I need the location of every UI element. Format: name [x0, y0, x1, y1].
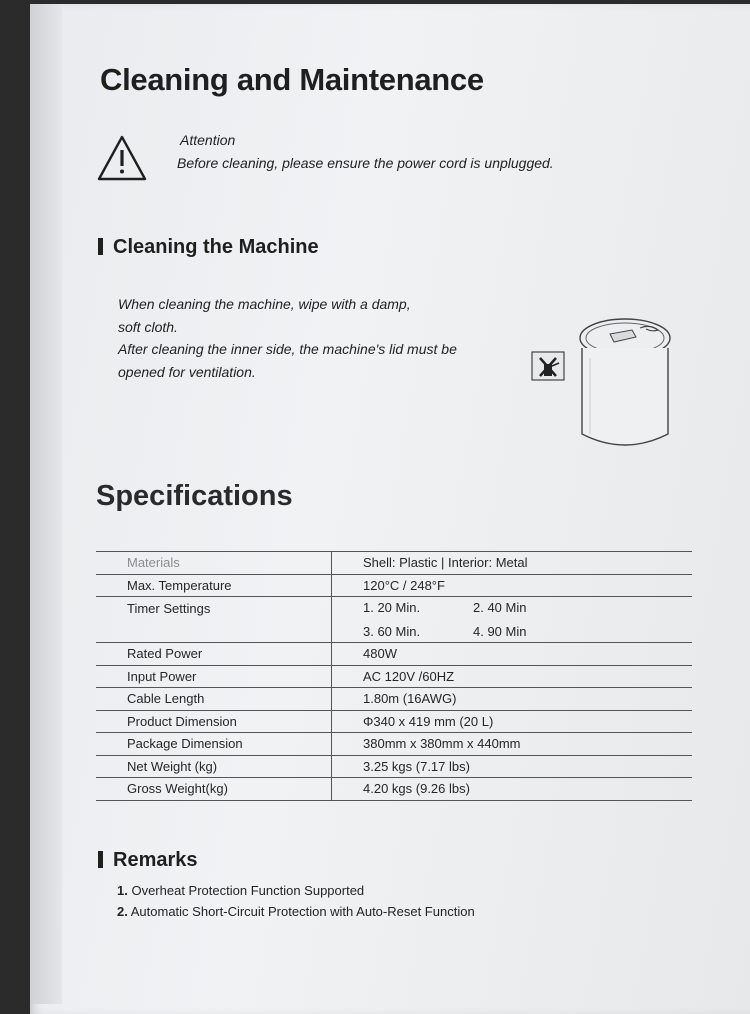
cleaning-heading	[98, 236, 319, 259]
attention-text: Before cleaning, please ensure the power cord is unplugged.	[177, 155, 554, 171]
timer-option: 1. 20 Min.	[363, 600, 421, 615]
spec-label: Max. Temperature	[96, 574, 332, 597]
cleaning-line: After cleaning the inner side, the machine's lid must be	[118, 341, 457, 357]
table-row	[96, 574, 692, 597]
spec-label: Rated Power	[96, 643, 332, 666]
table-row	[96, 643, 692, 666]
heading-bar	[98, 851, 103, 868]
spec-value: 4.20 kgs (9.26 lbs)	[332, 778, 693, 801]
spec-value: 480W	[332, 643, 693, 666]
cleaning-line: opened for ventilation.	[118, 363, 256, 380]
table-row	[96, 755, 692, 778]
table-row	[96, 552, 692, 575]
spec-value: 380mm x 380mm x 440mm	[332, 733, 693, 756]
page-spine-shadow	[30, 4, 62, 1004]
timer-option: 4. 90 Min	[473, 624, 527, 639]
spec-label: Input Power	[96, 665, 332, 688]
remarks-heading-text: Remarks	[113, 849, 198, 871]
spec-value: 120°C / 248°F	[332, 574, 693, 597]
table-row	[96, 597, 692, 643]
cleaning-heading-text: Cleaning the Machine	[113, 236, 319, 258]
spec-value: Φ340 x 419 mm (20 L)	[332, 710, 693, 733]
table-row	[96, 665, 692, 688]
spec-label: Materials	[127, 555, 180, 571]
list-item	[117, 880, 475, 901]
heading-bar	[98, 238, 103, 255]
spec-label: Product Dimension	[96, 710, 332, 733]
machine-illustration	[528, 306, 678, 456]
list-item	[117, 901, 475, 922]
remarks-heading	[98, 849, 198, 872]
remark-number: 1.	[117, 883, 128, 898]
remark-text: Overheat Protection Function Supported	[131, 883, 365, 898]
spec-label: Net Weight (kg)	[96, 755, 332, 778]
table-row	[96, 733, 692, 756]
spec-value: 1.80m (16AWG)	[332, 688, 693, 711]
timer-option: 3. 60 Min.	[363, 624, 421, 639]
spec-label: Timer Settings	[96, 597, 332, 643]
remark-number: 2.	[117, 904, 128, 919]
specifications-heading: Specifications	[96, 480, 293, 512]
spec-value-timer	[332, 597, 693, 643]
specifications-table	[96, 551, 692, 801]
table-row	[96, 710, 692, 733]
page-title: Cleaning and Maintenance	[100, 62, 484, 97]
table-row	[96, 688, 692, 711]
table-row	[96, 778, 692, 801]
cleaning-line: When cleaning the machine, wipe with a damp,	[118, 296, 411, 312]
spec-label: Gross Weight(kg)	[96, 778, 332, 801]
spec-label: Cable Length	[96, 688, 332, 711]
spec-label: Package Dimension	[96, 733, 332, 756]
timer-option: 2. 40 Min	[473, 600, 527, 615]
spec-value: Shell: Plastic | Interior: Metal	[332, 552, 693, 575]
remarks-list	[117, 880, 475, 922]
spec-value: AC 120V /60HZ	[332, 665, 693, 688]
remark-text: Automatic Short-Circuit Protection with Auto-Reset Function	[130, 904, 475, 919]
cleaning-line: soft cloth.	[118, 318, 178, 335]
no-water-spray-icon	[532, 352, 564, 380]
cleaning-instructions	[118, 293, 538, 383]
attention-heading: Attention	[180, 132, 236, 148]
spec-value: 3.25 kgs (7.17 lbs)	[332, 755, 693, 778]
warning-triangle-icon	[96, 134, 148, 182]
